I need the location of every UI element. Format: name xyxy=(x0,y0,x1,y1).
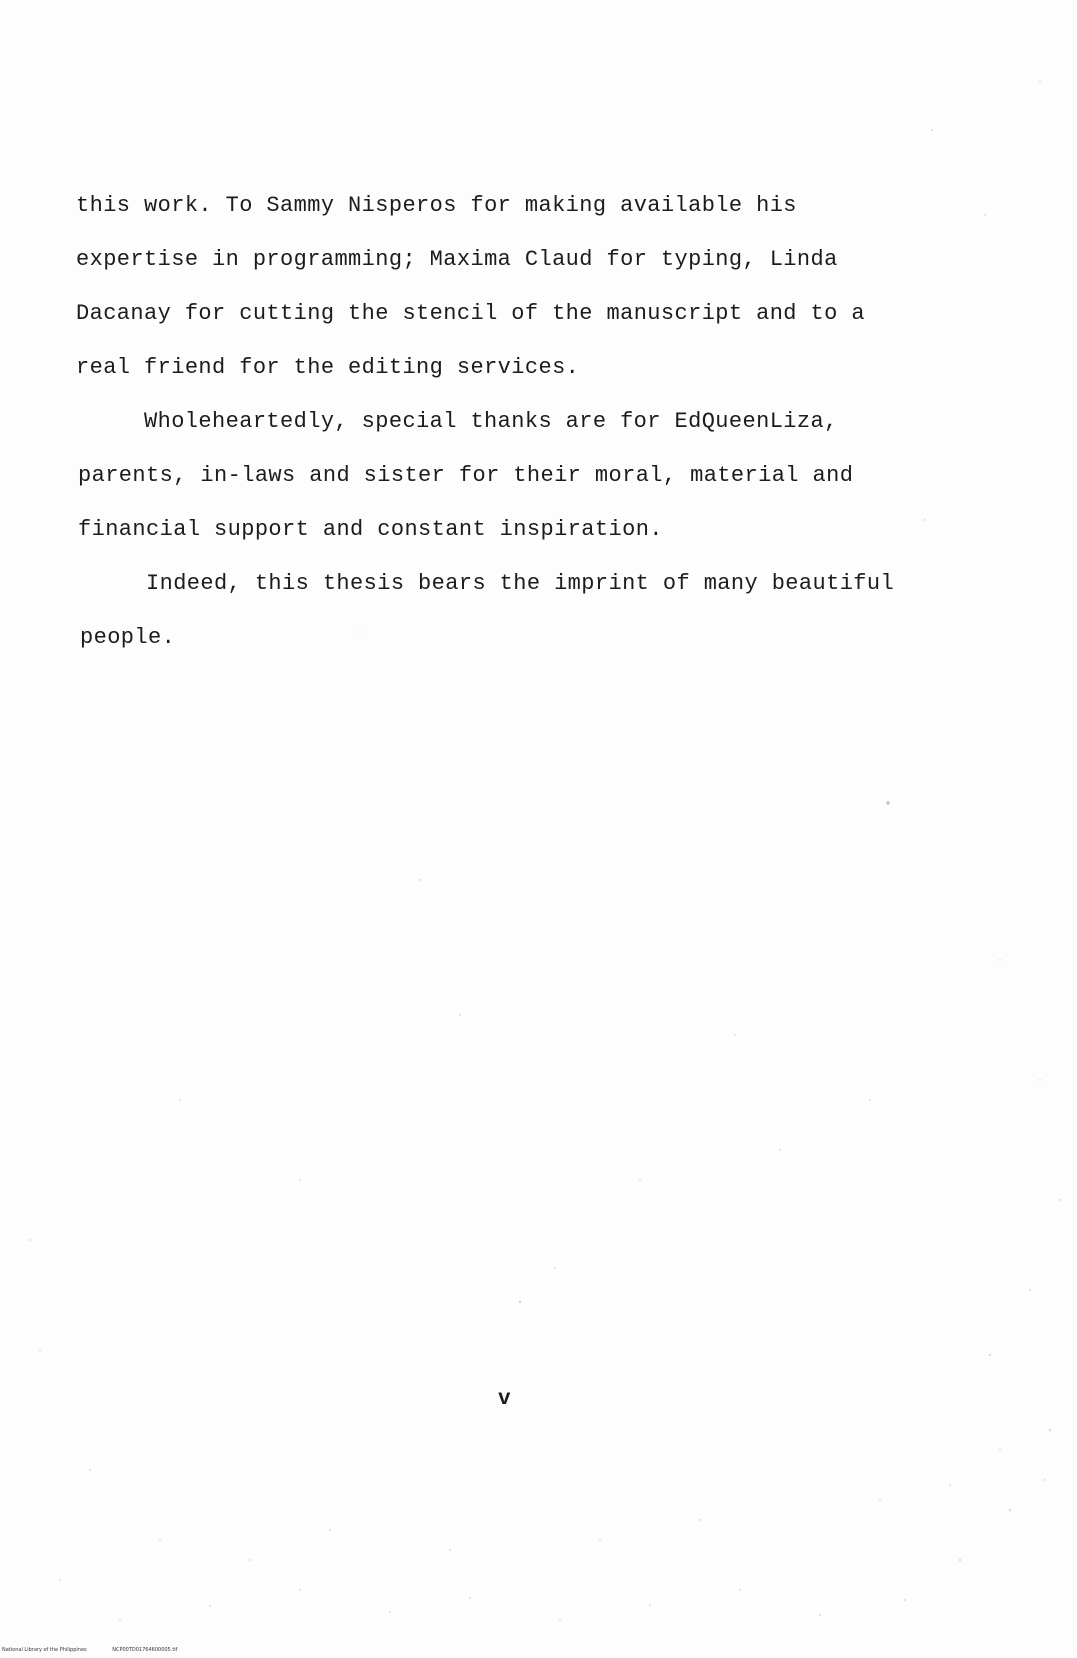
text-line-8: Indeed, this thesis bears the imprint of many beautiful xyxy=(146,571,895,596)
text-line-7: financial support and constant inspiration. xyxy=(78,517,663,542)
footer-file-id: NCP00TD01764600005.tif xyxy=(112,1647,178,1653)
text-line-5: Wholeheartedly, special thanks are for EdQueenLiza, xyxy=(144,409,838,434)
scan-footer xyxy=(2,1647,201,1654)
text-line-1: this work. To Sammy Nisperos for making available his xyxy=(76,193,797,218)
text-line-3: Dacanay for cutting the stencil of the manuscript and to a xyxy=(76,301,865,326)
page-number: v xyxy=(498,1388,511,1411)
text-line-2: expertise in programming; Maxima Claud for typing, Linda xyxy=(76,247,838,272)
text-line-9: people. xyxy=(80,625,176,650)
text-line-6: parents, in-laws and sister for their moral, material and xyxy=(78,463,854,488)
footer-library: National Library of the Philippines xyxy=(2,1647,87,1653)
text-line-4: real friend for the editing services. xyxy=(76,355,580,380)
